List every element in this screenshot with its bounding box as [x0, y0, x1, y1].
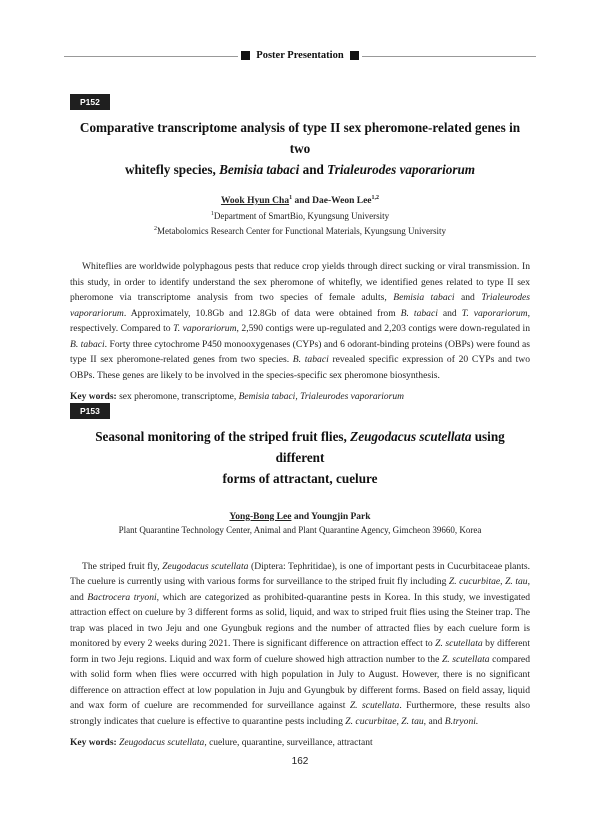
page-number: 162 — [291, 756, 309, 767]
abstract-code-tag: P152 — [70, 94, 110, 110]
co-author: Youngjin Park — [311, 512, 371, 522]
affiliation: $^1$Department of SmartBio, Kyungsung University — [210, 211, 390, 222]
affiliation: $^2$Metabolomics Research Center for Functional Materials, Kyungsung University — [154, 225, 446, 236]
square-bullet-icon — [350, 51, 359, 60]
abstract-body: The striped fruit fly, Zeugodacus scutellata (Diptera: Tephritidae), is one of important pests in Cucurbitaceae plants. The cuelure is currently using with various forms for surveillance to the striped fruit fly including Z. cucurbitae, Z. tau, and Bactrocera tryoni, which are categorized as prohibited-quarantine pests in Korea. In this study, we investigated attraction effect on cuelure by 3 different forms as solid, liquid, and wax to striped fruit flies using the Steiner trap. The trap was placed in two Jeju and one Gyungbuk regions and the number of attracted flies by each cuelure form is monitored by every 2 weeks during 2021. There is significant difference on attraction effect to Z. scutellata by different form in two Jeju regions. Liquid and wax form of cuelure showed high attraction number to the Z. scutellata compared with solid form when flies were occurred with high population in July to August. However, there is no significant difference on attraction effect at low population in Juju and Gyungbuk by different forms. Based on field assay, liquid and wax form of cuelure are recommended for surveillance against Z. scutellata. Furthermore, these results also strongly indicates that cuelure is effective to quarantine pests including Z. cucurbitae, Z. tau, and B.tryoni. — [70, 560, 531, 727]
author-line: Yong-Bong Lee and Youngjin Park — [229, 512, 371, 522]
abstract-p153 — [70, 401, 530, 750]
co-author: Dae-Weon Lee — [312, 196, 372, 207]
presenting-author: Yong-Bong Lee — [229, 512, 292, 522]
keywords: Key words: sex pheromone, transcriptome, Bemisia tabaci, Trialeurodes vaporariorum — [70, 392, 404, 403]
section-header-label: Poster Presentation — [256, 50, 344, 61]
abstract-code-tag: P153 — [70, 403, 110, 419]
affiliation: Plant Quarantine Technology Center, Animal and Plant Quarantine Agency, Gimcheon 39660, Korea — [118, 525, 482, 535]
abstract-title: Seasonal monitoring of the striped fruit flies, Zeugodacus scutellata using different forms of attractant, cuelure — [95, 429, 505, 486]
section-header — [64, 50, 536, 61]
abstract-title: Comparative transcriptome analysis of type II sex pheromone-related genes in two whitefly species, Bemisia tabaci and Trialeurodes vaporariorum — [79, 120, 521, 177]
keywords: Key words: Zeugodacus scutellata, cuelure, quarantine, surveillance, attractant — [70, 738, 373, 748]
presenting-author: Wook Hyun Cha — [220, 196, 290, 207]
abstract-p152 — [70, 92, 530, 404]
abstract-body: Whiteflies are worldwide polyphagous pests that reduce crop yields through direct sucking or viral transmission. In this study, in order to identify understand the sex pheromone of whitefly, we identified genes related to type II sex pheromone via transcriptome analysis from two species of female adults, Bemisia tabaci and Trialeurodes vaporariorum. Approximately, 10.8Gb and 12.8Gb of data were obtained from B. tabaci and T. vaporariorum, respectively. Compared to T. vaporariorum, 2,590 contigs were up-regulated and 2,203 contigs were down-regulated in B. tabaci. Forty three cytochrome P450 monooxygenases (CYPs) and 6 odorant-binding proteins (OBPs) were found as type II sex pheromone-related genes from two species. B. tabaci revealed specific expression of 20 CYPs and two OBPs. These genes are likely to be involved in the species-specific sex pheromone biosynthesis. — [70, 261, 531, 381]
square-bullet-icon — [241, 51, 250, 60]
author-line: Wook Hyun Cha$^1$ and Dae-Weon Lee$^{1,2}$ — [220, 195, 380, 207]
